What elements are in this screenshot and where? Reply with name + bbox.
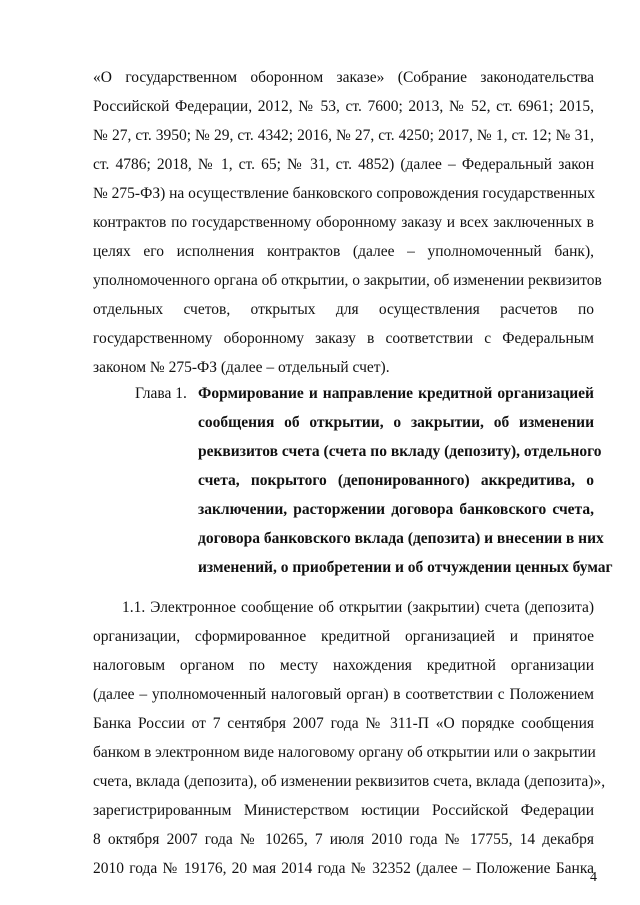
text-line: банком в электронном виде налоговому органу об открытии или о закрытии: [93, 744, 596, 761]
text-line: (далее – уполномоченный налоговый орган) в соответствии с Положением: [93, 686, 594, 703]
chapter-title-line: заключении, расторжении договора банковского счета,: [198, 501, 594, 518]
text-line: 1.1. Электронное сообщение об открытии (закрытии) счета (депозита): [122, 599, 594, 616]
chapter-title-line: реквизитов счета (счета по вкладу (депозиту), отдельного: [198, 443, 602, 460]
text-line: «О государственном оборонном заказе» (Собрание законодательства: [93, 69, 594, 86]
text-line: законом № 275-ФЗ (далее – отдельный счет).: [93, 359, 390, 376]
text-line: организации, сформированное кредитной организацией и принятое: [93, 628, 594, 645]
text-line: Банка России от 7 сентября 2007 года № 311-П «О порядке сообщения: [93, 715, 594, 732]
text-line: счета, вклада (депозита), об изменении реквизитов счета, вклада (депозита)»,: [93, 773, 606, 790]
text-line: отдельных счетов, открытых для осуществления расчетов по: [93, 301, 594, 318]
chapter-title-line: договора банковского вклада (депозита) и внесении в них: [198, 530, 604, 547]
chapter-title-line: Формирование и направление кредитной организацией: [198, 385, 594, 402]
text-line: № 275-ФЗ) на осуществление банковского сопровождения государственных: [93, 185, 596, 202]
page-number: 4: [590, 870, 597, 885]
chapter-title-line: изменений, о приобретении и об отчуждении ценных бумаг: [198, 559, 613, 576]
chapter-title-line: счета, покрытого (депонированного) аккредитива, о: [198, 472, 594, 489]
text-line: 2010 года № 19176, 20 мая 2014 года № 32352 (далее – Положение Банка: [93, 860, 594, 877]
text-line: зарегистрированным Министерством юстиции Российской Федерации: [93, 802, 594, 819]
text-line: налоговым органом по месту нахождения кредитной организации: [93, 657, 594, 674]
text-line: № 27, ст. 3950; № 29, ст. 4342; 2016, № 27, ст. 4250; 2017, № 1, ст. 12; № 31,: [93, 127, 594, 144]
text-line: целях его исполнения контрактов (далее – уполномоченный банк),: [93, 243, 594, 260]
chapter-label: Глава 1.: [135, 385, 187, 402]
text-line: контрактов по государственному оборонному заказу и всех заключенных в: [93, 214, 594, 231]
text-line: государственному оборонному заказу в соответствии с Федеральным: [93, 330, 594, 347]
text-line: 8 октября 2007 года № 10265, 7 июля 2010 года № 17755, 14 декабря: [93, 831, 594, 848]
text-line: уполномоченного органа об открытии, о закрытии, об изменении реквизитов: [93, 272, 602, 289]
chapter-title-line: сообщения об открытии, о закрытии, об изменении: [198, 414, 594, 431]
text-line: ст. 4786; 2018, № 1, ст. 65; № 31, ст. 4852) (далее – Федеральный закон: [93, 156, 594, 173]
text-line: Российской Федерации, 2012, № 53, ст. 7600; 2013, № 52, ст. 6961; 2015,: [93, 98, 594, 115]
